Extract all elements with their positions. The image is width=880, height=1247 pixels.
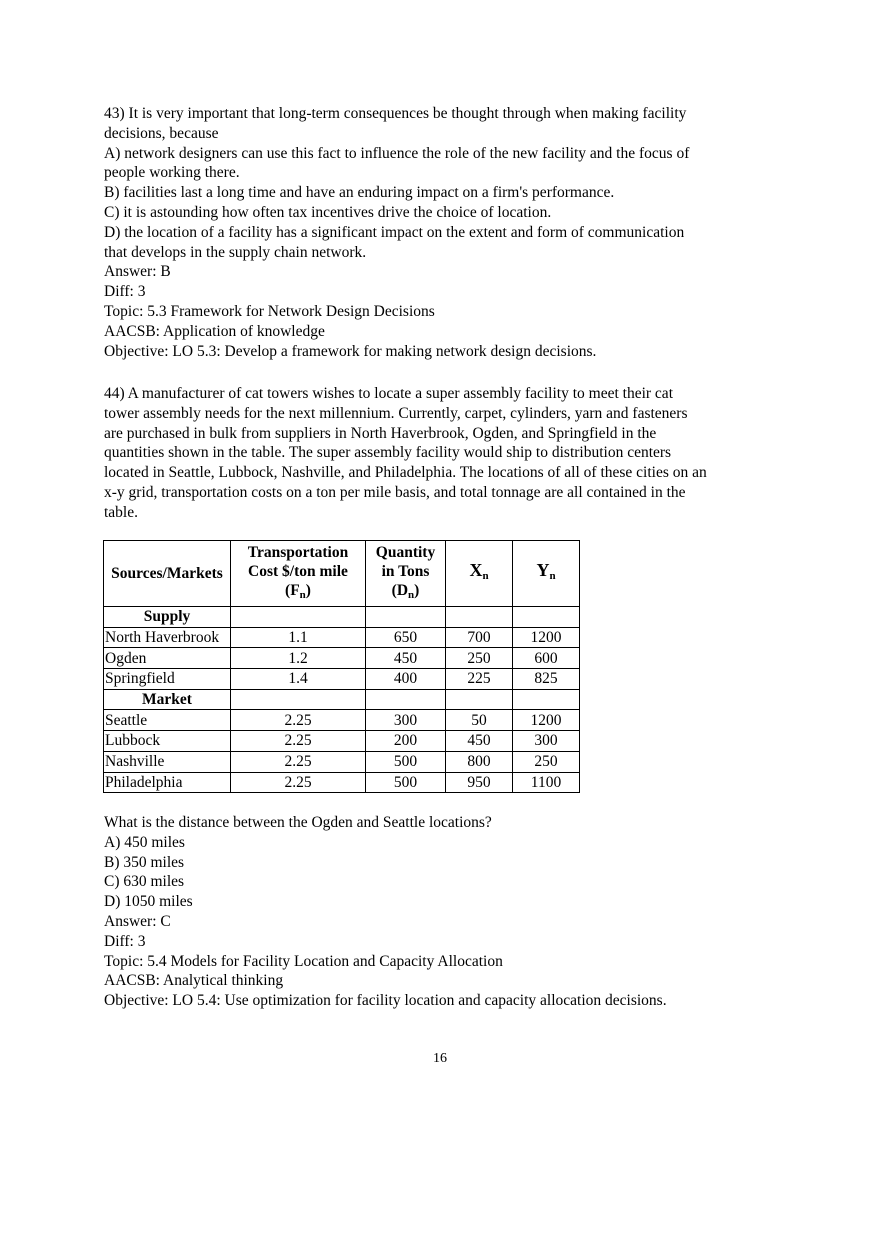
- row-y: 1100: [513, 772, 580, 793]
- row-y: 300: [513, 731, 580, 752]
- row-qty: 650: [366, 627, 446, 648]
- table-group-row: [104, 689, 580, 710]
- row-name: Nashville: [104, 751, 231, 772]
- table-row: [104, 710, 580, 731]
- q44-diff: Diff: 3: [104, 932, 146, 950]
- q44-stem-line: tower assembly needs for the next millennium. Currently, carpet, cylinders, yarn and fasteners: [104, 404, 688, 422]
- row-cost: 1.2: [231, 648, 366, 669]
- q43-option-line: B) facilities last a long time and have an enduring impact on a firm's performance.: [104, 184, 615, 202]
- q44-stem-line: are purchased in bulk from suppliers in North Haverbrook, Ogden, and Springfield in the: [104, 424, 657, 442]
- table-header-row: [104, 541, 580, 607]
- row-cost: 1.4: [231, 669, 366, 690]
- q43-topic: Topic: 5.3 Framework for Network Design Decisions: [104, 302, 435, 320]
- row-x: 450: [446, 731, 513, 752]
- row-qty: 450: [366, 648, 446, 669]
- q43-option-line: C) it is astounding how often tax incentives drive the choice of location.: [104, 203, 552, 221]
- row-cost: 2.25: [231, 710, 366, 731]
- row-x: 225: [446, 669, 513, 690]
- header-sources-markets: Sources/Markets: [104, 541, 231, 607]
- header-quantity: Quantity in Tons $(D_n)$: [366, 541, 446, 607]
- question-44-body: [104, 813, 794, 1011]
- q44-topic: Topic: 5.4 Models for Facility Location and Capacity Allocation: [104, 952, 503, 970]
- q43-option-line: D) the location of a facility has a significant impact on the extent and form of communication: [104, 223, 685, 241]
- q44-option-b: B) 350 miles: [104, 853, 185, 871]
- table-row: [104, 751, 580, 772]
- table-row: [104, 648, 580, 669]
- q44-stem-line: x-y grid, transportation costs on a ton per mile basis, and total tonnage are all contained in the: [104, 483, 686, 501]
- q43-aacsb: AACSB: Application of knowledge: [104, 322, 325, 340]
- question-43: [104, 104, 794, 361]
- table-group-row: [104, 607, 580, 628]
- row-cost: 2.25: [231, 751, 366, 772]
- q44-aacsb: AACSB: Analytical thinking: [104, 972, 284, 990]
- row-x: 950: [446, 772, 513, 793]
- q44-stem-line: table.: [104, 503, 138, 521]
- table-row: [104, 731, 580, 752]
- q44-option-c: C) 630 miles: [104, 873, 185, 891]
- table-row: [104, 627, 580, 648]
- row-name: Springfield: [104, 669, 231, 690]
- q43-option-line: that develops in the supply chain network.: [104, 243, 367, 261]
- page-number: 16: [433, 1051, 447, 1066]
- row-x: 700: [446, 627, 513, 648]
- row-y: 250: [513, 751, 580, 772]
- row-name: Ogden: [104, 648, 231, 669]
- row-y: 825: [513, 669, 580, 690]
- row-qty: 200: [366, 731, 446, 752]
- row-cost: 1.1: [231, 627, 366, 648]
- row-x: 800: [446, 751, 513, 772]
- q44-stem-line: 44) A manufacturer of cat towers wishes to locate a super assembly facility to meet their cat: [104, 385, 673, 402]
- row-y: 600: [513, 648, 580, 669]
- row-cost: 2.25: [231, 772, 366, 793]
- q44-stem-line: quantities shown in the table. The super assembly facility would ship to distribution centers: [104, 444, 672, 462]
- q43-option-line: A) network designers can use this fact to influence the role of the new facility and the focus of: [104, 144, 690, 162]
- row-name: North Haverbrook: [104, 627, 231, 648]
- row-qty: 500: [366, 772, 446, 793]
- q43-diff: Diff: 3: [104, 283, 146, 301]
- q43-stem-line: 43) It is very important that long-term consequences be thought through when making facility: [104, 105, 687, 122]
- row-x: 50: [446, 710, 513, 731]
- header-transportation-cost: Transportation Cost $/ton mile $(F_n)$: [231, 541, 366, 607]
- row-cost: 2.25: [231, 731, 366, 752]
- row-qty: 400: [366, 669, 446, 690]
- supply-group-label: Supply: [104, 607, 231, 628]
- question-44-stem: [104, 384, 794, 523]
- q43-stem-line: decisions, because: [104, 124, 219, 142]
- q43-objective: Objective: LO 5.3: Develop a framework for making network design decisions.: [104, 342, 597, 360]
- row-x: 250: [446, 648, 513, 669]
- row-name: Seattle: [104, 710, 231, 731]
- table-row: [104, 772, 580, 793]
- q44-option-d: D) 1050 miles: [104, 893, 193, 911]
- row-name: Philadelphia: [104, 772, 231, 793]
- q44-objective: Objective: LO 5.4: Use optimization for facility location and capacity allocation decisions.: [104, 992, 667, 1010]
- table-row: [104, 669, 580, 690]
- header-x: $X_n$: [446, 541, 513, 607]
- market-group-label: Market: [104, 689, 231, 710]
- q44-question: What is the distance between the Ogden and Seattle locations?: [104, 814, 492, 831]
- q43-answer: Answer: B: [104, 263, 171, 281]
- row-qty: 300: [366, 710, 446, 731]
- header-y: $Y_n$: [513, 541, 580, 607]
- row-qty: 500: [366, 751, 446, 772]
- q44-option-a: A) 450 miles: [104, 833, 185, 851]
- location-data-table: [103, 540, 580, 793]
- row-y: 1200: [513, 710, 580, 731]
- q44-answer: Answer: C: [104, 912, 171, 930]
- q43-option-line: people working there.: [104, 164, 240, 182]
- row-y: 1200: [513, 627, 580, 648]
- q44-stem-line: located in Seattle, Lubbock, Nashville, and Philadelphia. The locations of all of these cities on an: [104, 464, 707, 482]
- row-name: Lubbock: [104, 731, 231, 752]
